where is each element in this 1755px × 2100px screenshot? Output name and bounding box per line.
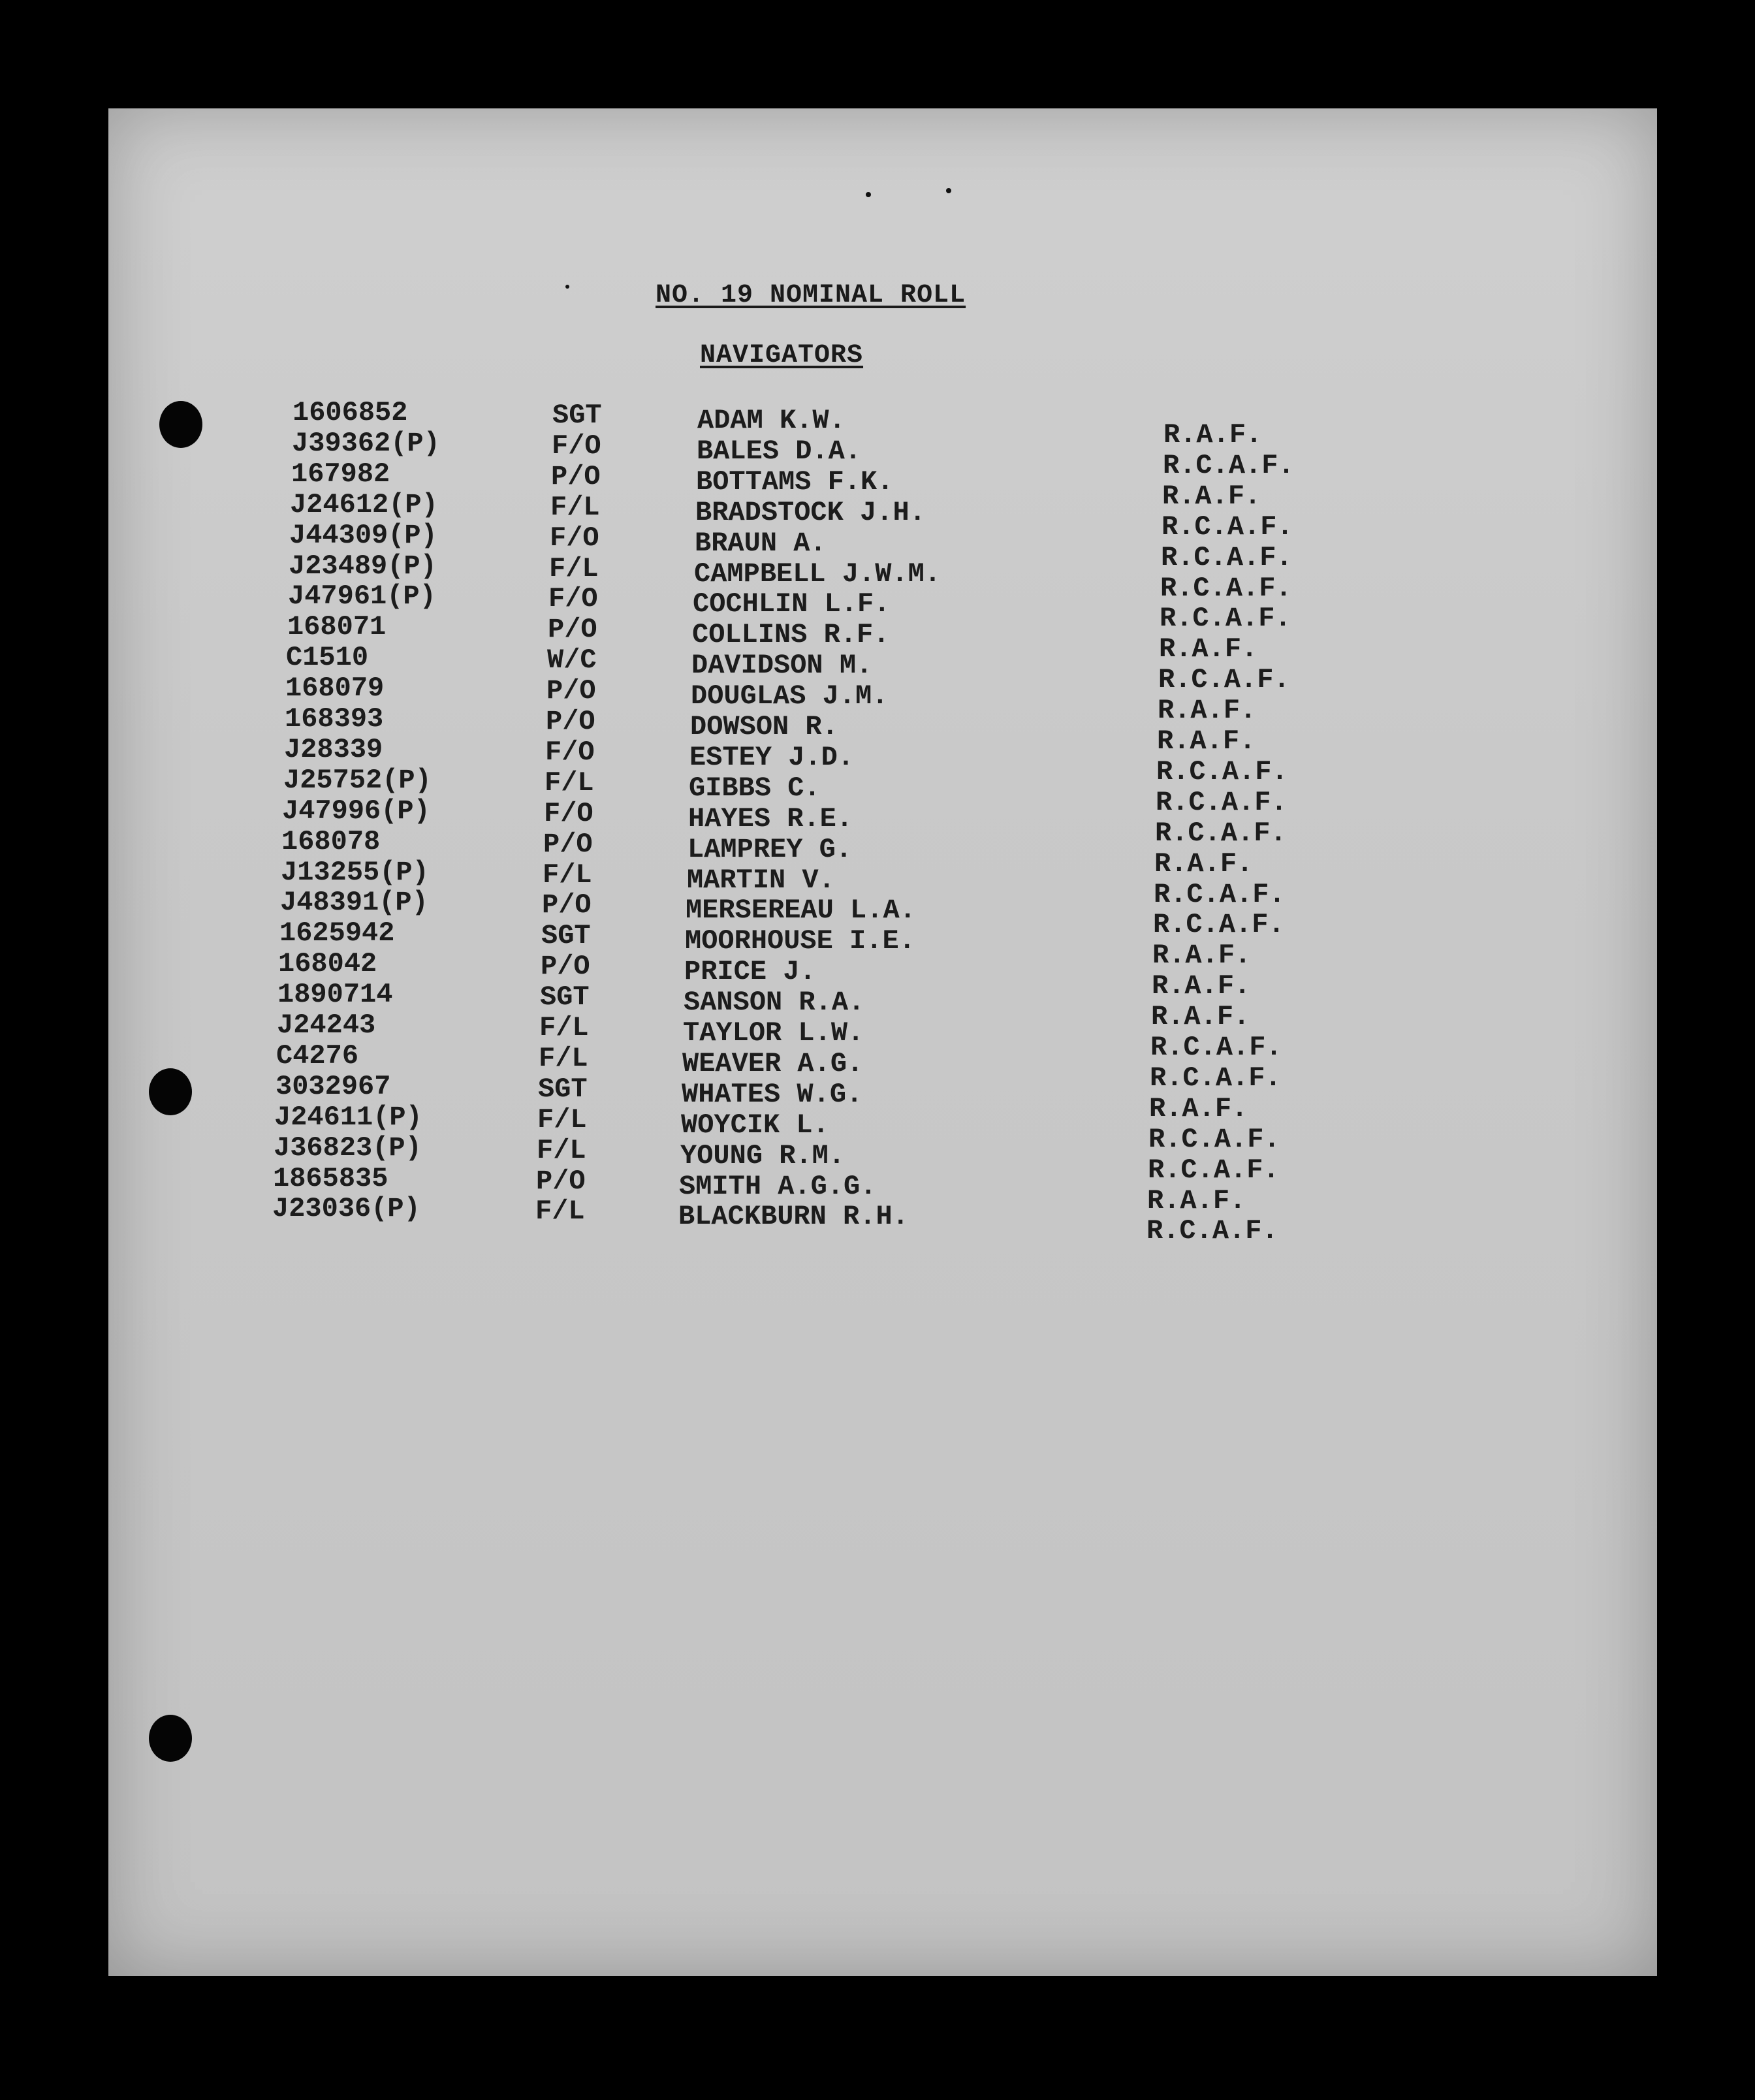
air-force: R.A.F. — [1152, 940, 1252, 971]
member-name: CAMPBELL J.W.M. — [694, 558, 941, 590]
service-number: 167982 — [291, 458, 390, 490]
rank: P/O — [543, 829, 593, 860]
air-force: R.C.A.F. — [1161, 542, 1293, 573]
rank: P/O — [536, 1166, 586, 1197]
air-force: R.C.A.F. — [1156, 787, 1288, 818]
air-force: R.C.A.F. — [1153, 909, 1285, 940]
air-force: R.A.F. — [1163, 419, 1263, 451]
member-name: BRAUN A. — [695, 528, 827, 559]
member-name: BOTTAMS F.K. — [696, 466, 894, 498]
service-number: J24611(P) — [274, 1102, 422, 1133]
service-number: J25752(P) — [283, 765, 432, 796]
rank: F/O — [552, 430, 601, 462]
member-name: COCHLIN L.F. — [693, 588, 891, 620]
service-number: J13255(P) — [281, 857, 429, 888]
rank: P/O — [548, 614, 597, 645]
service-number: J44309(P) — [289, 520, 437, 551]
member-name: GIBBS C. — [689, 772, 821, 804]
service-number: 168079 — [285, 673, 385, 704]
rank: F/L — [545, 767, 594, 799]
member-name: BALES D.A. — [697, 436, 862, 467]
rank: F/O — [544, 798, 593, 829]
service-number: 3032967 — [276, 1071, 391, 1102]
member-name: SMITH A.G.G. — [679, 1171, 877, 1202]
air-force: R.C.A.F. — [1154, 879, 1286, 910]
air-force: R.C.A.F. — [1163, 450, 1295, 481]
rank: P/O — [541, 951, 590, 982]
rank: P/O — [542, 889, 592, 921]
rank: F/L — [537, 1135, 586, 1166]
rank: SGT — [552, 400, 602, 431]
page-title: NO. 19 NOMINAL ROLL — [656, 281, 966, 310]
service-number: 168393 — [285, 703, 384, 735]
air-force: R.C.A.F. — [1155, 818, 1287, 849]
section-heading: NAVIGATORS — [700, 341, 864, 370]
service-number: C4276 — [276, 1040, 359, 1072]
air-force: R.A.F. — [1158, 695, 1257, 726]
air-force: R.C.A.F. — [1150, 1032, 1282, 1063]
air-force: R.C.A.F. — [1160, 603, 1291, 634]
member-name: MERSEREAU L.A. — [686, 895, 916, 926]
rank: SGT — [541, 920, 591, 951]
member-name: DAVIDSON M. — [691, 650, 873, 681]
member-name: BRADSTOCK J.H. — [695, 497, 926, 528]
member-name: YOUNG R.M. — [680, 1140, 846, 1171]
service-number: J28339 — [284, 734, 383, 765]
member-name: WOYCIK L. — [681, 1109, 829, 1141]
service-number: 1865835 — [273, 1163, 388, 1194]
service-number: 1606852 — [292, 397, 408, 428]
air-force: R.A.F. — [1152, 970, 1251, 1002]
air-force: R.C.A.F. — [1150, 1062, 1282, 1094]
rank: P/O — [546, 675, 596, 707]
air-force: R.C.A.F. — [1148, 1124, 1280, 1155]
service-number: 1890714 — [277, 979, 393, 1010]
rank: F/L — [537, 1104, 587, 1136]
member-name: ESTEY J.D. — [689, 742, 855, 773]
rank: SGT — [540, 981, 590, 1013]
rank: SGT — [538, 1074, 588, 1105]
member-name: SANSON R.A. — [684, 987, 865, 1018]
service-number: J36823(P) — [274, 1132, 422, 1164]
air-force: R.C.A.F. — [1162, 511, 1293, 543]
air-force: R.A.F. — [1162, 481, 1261, 512]
member-name: LAMPREY G. — [688, 834, 853, 865]
service-number: 168042 — [278, 948, 377, 979]
air-force: R.A.F. — [1147, 1185, 1246, 1217]
rank: F/O — [550, 522, 599, 554]
service-number: 168071 — [287, 611, 387, 643]
member-name: HAYES R.E. — [688, 803, 853, 835]
service-number: J23489(P) — [289, 550, 437, 582]
air-force: R.C.A.F. — [1146, 1215, 1278, 1247]
air-force: R.A.F. — [1149, 1093, 1248, 1124]
member-name: DOUGLAS J.M. — [691, 680, 889, 712]
service-number: J24612(P) — [290, 489, 438, 520]
air-force: R.C.A.F. — [1156, 756, 1288, 788]
service-number: 1625942 — [279, 917, 395, 949]
service-number: J47996(P) — [282, 795, 430, 827]
document-page — [108, 108, 1657, 1976]
rank: F/L — [549, 553, 599, 584]
member-name: DOWSON R. — [690, 711, 838, 742]
air-force: R.C.A.F. — [1160, 573, 1292, 604]
air-force: R.C.A.F. — [1148, 1154, 1280, 1186]
air-force: R.C.A.F. — [1158, 664, 1290, 695]
rank: P/O — [546, 706, 595, 737]
rank: W/C — [547, 644, 597, 676]
member-name: TAYLOR L.W. — [683, 1017, 864, 1049]
member-name: MOORHOUSE I.E. — [685, 925, 915, 957]
nominal-roll-list — [108, 108, 1657, 1976]
rank: F/O — [545, 737, 595, 768]
air-force: R.A.F. — [1151, 1001, 1250, 1032]
member-name: ADAM K.W. — [697, 405, 846, 436]
rank: F/O — [548, 583, 598, 614]
rank: F/L — [539, 1043, 588, 1074]
service-number: J39362(P) — [292, 428, 440, 459]
member-name: COLLINS R.F. — [692, 619, 890, 650]
rank: F/L — [550, 492, 600, 523]
service-number: C1510 — [286, 642, 369, 673]
service-number: J48391(P) — [280, 887, 428, 918]
air-force: R.A.F. — [1157, 725, 1256, 757]
member-name: PRICE J. — [684, 956, 816, 987]
member-name: WHATES W.G. — [682, 1079, 863, 1110]
rank: F/L — [535, 1196, 585, 1227]
service-number: J24243 — [277, 1010, 376, 1041]
air-force: R.A.F. — [1159, 633, 1258, 665]
rank: F/L — [543, 859, 592, 891]
member-name: WEAVER A.G. — [682, 1048, 864, 1079]
air-force: R.A.F. — [1154, 848, 1254, 880]
service-number: J23036(P) — [272, 1193, 420, 1224]
member-name: MARTIN V. — [687, 865, 835, 896]
rank: P/O — [551, 461, 601, 492]
rank: F/L — [539, 1012, 589, 1043]
service-number: J47961(P) — [288, 581, 436, 612]
member-name: BLACKBURN R.H. — [678, 1201, 909, 1232]
service-number: 168078 — [281, 826, 381, 857]
